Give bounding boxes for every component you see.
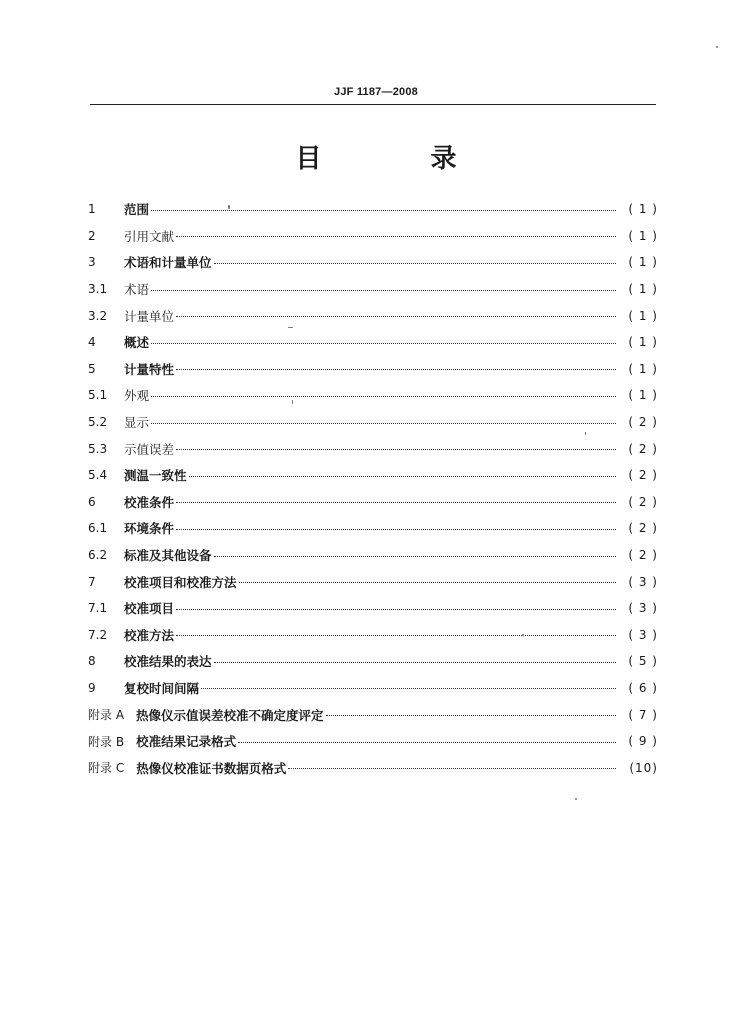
toc-entry	[88, 754, 658, 781]
dot-leader	[176, 529, 616, 530]
toc-entry-page: ( 1 )	[628, 308, 658, 323]
toc-entry-title: 热像仪校准证书数据页格式	[136, 760, 287, 776]
toc-entry-page: ( 7 )	[628, 707, 658, 722]
toc-entry	[88, 276, 658, 303]
toc-entry-number: 附录 A	[88, 708, 125, 723]
toc-entry-number: 5.3	[88, 441, 108, 456]
dot-leader	[151, 343, 616, 344]
toc-entry	[88, 223, 658, 250]
toc-entry	[88, 622, 658, 649]
toc-entry-number: 5.4	[88, 468, 108, 483]
dot-leader	[151, 290, 616, 291]
toc-entry	[88, 542, 658, 569]
dot-leader	[214, 662, 616, 663]
toc-entry-title: 引用文献	[124, 228, 175, 244]
toc-entry-page: ( 2 )	[628, 548, 658, 563]
toc-entry-page: ( 2 )	[628, 521, 658, 536]
toc-entry-page: ( 1 )	[628, 282, 658, 297]
dot-leader	[176, 502, 616, 503]
toc-entry-title: 示值误差	[124, 441, 175, 457]
dot-leader	[176, 609, 616, 610]
toc-entry-title: 范围	[124, 202, 150, 218]
dot-leader	[176, 635, 616, 636]
toc-entry	[88, 329, 658, 356]
toc-entry-number: 5.2	[88, 415, 108, 430]
dot-leader	[176, 236, 616, 237]
dot-leader	[214, 263, 616, 264]
toc-entry-page: ( 6 )	[628, 680, 658, 695]
toc-entry	[88, 196, 658, 223]
toc-entry-page: ( 1 )	[628, 388, 658, 403]
toc-entry-page: (10)	[629, 760, 658, 775]
scan-speck	[288, 327, 293, 328]
toc-entry-title: 标准及其他设备	[124, 548, 212, 564]
toc-entry-title: 术语和计量单位	[124, 255, 212, 271]
toc-entry-number: 6	[88, 494, 96, 509]
dot-leader	[201, 688, 616, 689]
toc-entry	[88, 302, 658, 329]
toc-entry-number: 5	[88, 361, 96, 376]
toc-entry-title: 校准项目和校准方法	[124, 574, 237, 590]
toc-entry-number: 3.2	[88, 308, 108, 323]
toc-entry	[88, 356, 658, 383]
toc-entry-number: 9	[88, 680, 96, 695]
toc-entry-number: 8	[88, 654, 96, 669]
scan-speck	[522, 634, 524, 636]
toc-entry-title: 计量特性	[124, 361, 175, 377]
toc-entry-number: 7.1	[88, 601, 108, 616]
toc-entry-number: 7	[88, 574, 96, 589]
toc-entry	[88, 462, 658, 489]
toc-entry-number: 1	[88, 202, 96, 217]
dot-leader	[151, 423, 616, 424]
toc-entry-title: 复校时间间隔	[124, 680, 200, 696]
toc-entry-number: 2	[88, 228, 96, 243]
toc-entry-title: 校准结果记录格式	[136, 734, 237, 750]
scan-speck	[585, 432, 586, 435]
toc-entry-number: 7.2	[88, 627, 108, 642]
toc-entry-title: 测温一致性	[124, 468, 187, 484]
toc-entry-page: ( 1 )	[628, 335, 658, 350]
toc-entry-title: 外观	[124, 388, 150, 404]
toc-entry-page: ( 1 )	[628, 202, 658, 217]
dot-leader	[239, 582, 616, 583]
scan-speck	[575, 798, 577, 800]
toc-entry-page: ( 2 )	[628, 441, 658, 456]
toc-entry-title: 热像仪示值误差校准不确定度评定	[136, 707, 324, 723]
toc-entry-number: 附录 C	[88, 761, 125, 776]
toc-entry-title: 校准结果的表达	[124, 654, 212, 670]
header-rule	[90, 104, 656, 105]
toc-entry-number: 4	[88, 335, 96, 350]
toc-entry-page: ( 3 )	[628, 627, 658, 642]
toc-entry-number: 3	[88, 255, 96, 270]
toc-entry	[88, 489, 658, 516]
toc-entry-title: 环境条件	[124, 521, 175, 537]
toc-entry	[88, 409, 658, 436]
toc-entry-page: ( 2 )	[628, 415, 658, 430]
toc-entry-page: ( 9 )	[628, 734, 658, 749]
dot-leader	[151, 210, 616, 211]
toc-entry	[88, 701, 658, 728]
toc-entry-page: ( 1 )	[628, 255, 658, 270]
toc-entry-number: 6.2	[88, 548, 108, 563]
dot-leader	[176, 449, 616, 450]
page-title: 目 录	[295, 144, 507, 174]
toc-entry-number: 6.1	[88, 521, 108, 536]
dot-leader	[176, 316, 616, 317]
dot-leader	[238, 742, 616, 743]
dot-leader	[176, 369, 616, 370]
toc-entry	[88, 435, 658, 462]
toc-entry-page: ( 3 )	[628, 601, 658, 616]
toc-entry-page: ( 5 )	[628, 654, 658, 669]
toc-entry-title: 校准项目	[124, 601, 175, 617]
dot-leader	[189, 476, 616, 477]
toc-entry	[88, 382, 658, 409]
toc-entry-title: 概述	[124, 335, 150, 351]
dot-leader	[214, 556, 616, 557]
toc-entry-page: ( 2 )	[628, 494, 658, 509]
toc-entry-page: ( 2 )	[628, 468, 658, 483]
toc-entry	[88, 568, 658, 595]
toc-entry-title: 计量单位	[124, 308, 175, 324]
scan-speck	[228, 205, 230, 209]
scan-speck	[292, 400, 293, 404]
dot-leader	[151, 396, 616, 397]
table-of-contents	[88, 196, 658, 781]
toc-entry-number: 附录 B	[88, 734, 125, 749]
toc-entry	[88, 648, 658, 675]
toc-entry-title: 校准方法	[124, 627, 175, 643]
toc-entry-title: 术语	[124, 282, 150, 298]
toc-entry	[88, 515, 658, 542]
toc-entry-number: 3.1	[88, 282, 108, 297]
toc-entry	[88, 595, 658, 622]
toc-entry-page: ( 1 )	[628, 361, 658, 376]
toc-entry	[88, 675, 658, 702]
toc-entry-page: ( 3 )	[628, 574, 658, 589]
toc-entry-number: 5.1	[88, 388, 108, 403]
toc-entry-page: ( 1 )	[628, 228, 658, 243]
scan-speck	[716, 46, 718, 48]
dot-leader	[288, 768, 616, 769]
toc-entry	[88, 728, 658, 755]
toc-entry-title: 校准条件	[124, 494, 175, 510]
toc-entry	[88, 249, 658, 276]
document-code-header: JJF 1187—2008	[334, 86, 418, 98]
toc-entry-title: 显示	[124, 415, 150, 431]
dot-leader	[326, 715, 616, 716]
